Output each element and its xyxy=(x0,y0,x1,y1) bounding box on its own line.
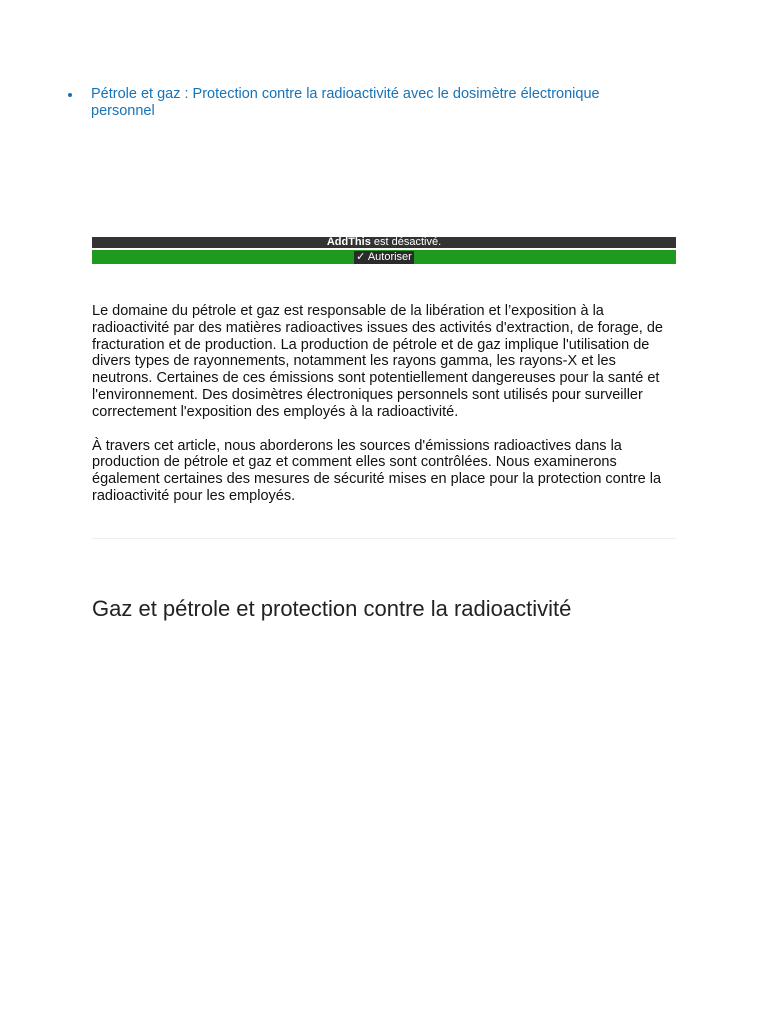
article-paragraph-1: Le domaine du pétrole et gaz est responsable de la libération et l’exposition à la radioactivité par des matières radioactives issues des activités d'extraction, de forage, de fracturation et de production. La production de pétrole et de gaz implique l'utilisation de divers types de rayonnements, notamment les rayons gamma, les rayons-X et les neutrons. Certaines de ces émissions sont potentiellement dangereuses pour la santé et l'environnement. Des dosimètres électroniques personnels sont utilisés pour surveiller correctement l'exposition des employés à la radioactivité. xyxy=(92,303,663,420)
addthis-consent-bar xyxy=(92,237,676,264)
bullet-icon xyxy=(68,93,72,97)
article-paragraph-2: À travers cet article, nous aborderons les sources d'émissions radioactives dans la production de pétrole et gaz et comment elles sont contrôlées. Nous examinerons également certaines des mesures de sécurité mises en place pour la protection contre la radioactivité pour les employés. xyxy=(92,437,662,504)
section-divider xyxy=(92,538,676,539)
allow-button[interactable]: ✓ Autoriser xyxy=(356,251,412,263)
addthis-allow-row xyxy=(92,250,676,264)
related-link-item xyxy=(67,86,657,120)
section-heading: Gaz et pétrole et protection contre la radioactivité xyxy=(92,596,572,621)
article-body xyxy=(92,303,676,522)
addthis-status-text: est désactivé. xyxy=(370,236,442,248)
related-links-list xyxy=(67,86,657,120)
addthis-notice xyxy=(92,237,676,248)
addthis-brand: AddThis xyxy=(326,236,371,248)
related-article-link[interactable]: Pétrole et gaz : Protection contre la radioactivité avec le dosimètre électronique personnel xyxy=(91,86,600,119)
